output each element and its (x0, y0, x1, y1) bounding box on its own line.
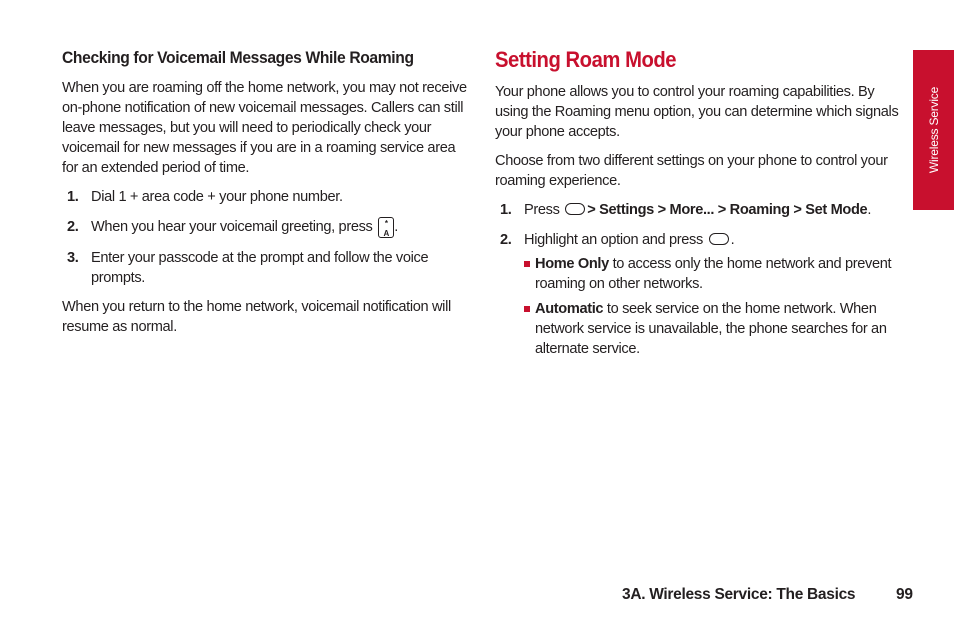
roam-mode-paragraph-2: Choose from two different settings on your phone to control your roaming experience. (495, 153, 888, 189)
list-item (62, 217, 472, 238)
menu-ok-key-icon (709, 233, 729, 245)
option-description: to seek service on the home network. When network service is unavailable, the phone searches for an alternate service. (535, 301, 887, 357)
side-tab-label: Wireless Service (926, 86, 941, 174)
step-text: Press (524, 202, 560, 218)
voicemail-roaming-intro: When you are roaming off the home network, you may not receive on-phone notification of new voicemail messages. Callers can still leave messages, but you will need to periodically check your voicemail for new messages if you are in a roaming service area for an extended period of time. (62, 80, 467, 176)
right-column (495, 46, 900, 364)
option-name: Automatic (535, 301, 604, 317)
list-item (495, 299, 900, 359)
menu-path: > Settings > More... > Roaming > Set Mode (587, 202, 868, 218)
step-text-end: . (394, 219, 398, 235)
step-text: Highlight an option and press (524, 232, 703, 248)
step-text-end: . (730, 232, 735, 248)
roam-mode-options (495, 254, 900, 359)
step-number: 1. (67, 189, 79, 205)
square-bullet-icon (524, 306, 530, 312)
list-item (62, 248, 472, 288)
section-side-tab (913, 50, 954, 210)
step-text-container (91, 217, 472, 238)
menu-ok-key-icon (565, 203, 585, 215)
star-key-icon: * A (378, 217, 394, 238)
roam-mode-paragraph-1: Your phone allows you to control your roaming capabilities. By using the Roaming menu option, you can determine which signals your phone accepts. (495, 84, 899, 140)
voicemail-steps (62, 187, 472, 288)
option-name: Home Only (535, 256, 609, 272)
voicemail-roaming-heading: Checking for Voicemail Messages While Roaming (62, 48, 414, 67)
voicemail-roaming-outro: When you return to the home network, voicemail notification will resume as normal. (62, 299, 451, 335)
list-item (495, 254, 900, 294)
option-description: to access only the home network and prevent roaming on other networks. (535, 256, 892, 292)
step-text: Dial 1 + area code + your phone number. (91, 189, 343, 205)
step-number: 2. (67, 219, 79, 235)
step-number: 3. (67, 250, 79, 266)
list-item (495, 230, 900, 250)
list-item (62, 187, 472, 207)
step-text-container (524, 200, 900, 220)
step-text-end: . (867, 202, 872, 218)
footer-section-title: 3A. Wireless Service: The Basics (622, 586, 856, 603)
step-text-container (524, 230, 900, 250)
page-number: 99 (896, 586, 913, 603)
step-number: 2. (500, 232, 512, 248)
square-bullet-icon (524, 261, 530, 267)
step-text: When you hear your voicemail greeting, press (91, 219, 373, 235)
list-item (495, 200, 900, 220)
step-number: 1. (500, 202, 512, 218)
roam-mode-steps (495, 200, 900, 250)
setting-roam-mode-heading: Setting Roam Mode (495, 47, 677, 72)
left-column (62, 46, 472, 346)
step-text: Enter your passcode at the prompt and follow the voice prompts. (91, 250, 429, 286)
